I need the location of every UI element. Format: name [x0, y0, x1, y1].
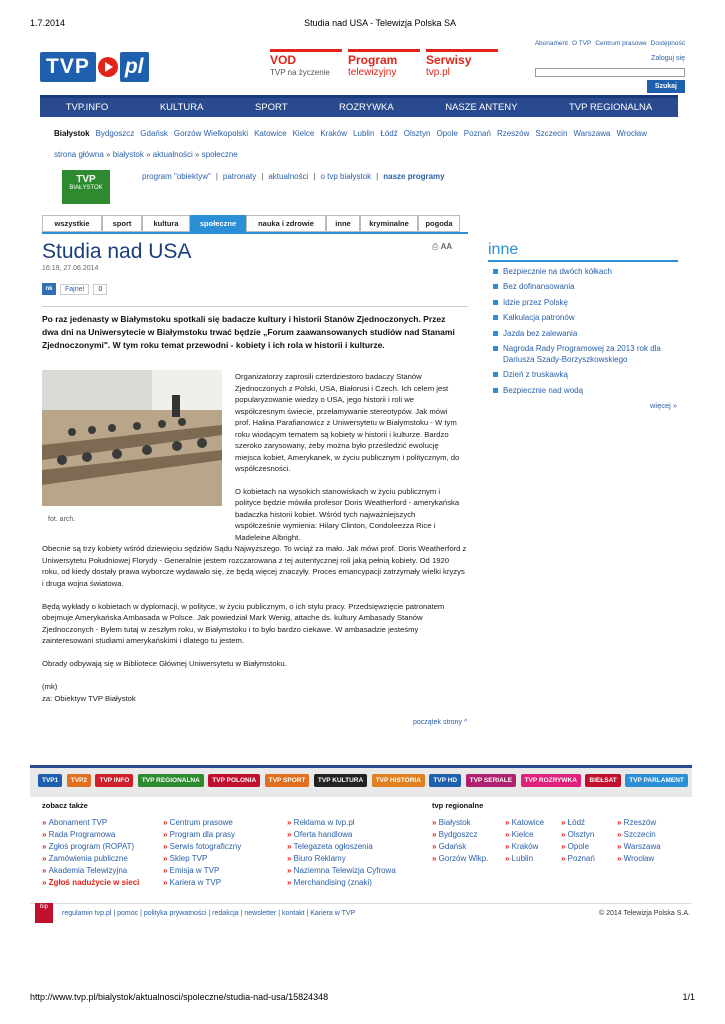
footer-link[interactable]	[287, 841, 396, 853]
breadcrumb	[54, 150, 238, 159]
city-link[interactable]: Katowice	[254, 129, 287, 138]
channel-logo[interactable]: TVP POLONIA	[208, 774, 260, 787]
footer-link[interactable]	[561, 853, 595, 865]
font-size-icon[interactable]: AA	[440, 242, 453, 251]
city-link[interactable]: Gorzów Wielkopolski	[173, 129, 249, 138]
bullet-icon	[493, 315, 498, 320]
regmenu-separator: |	[215, 172, 218, 181]
breadcrumb-spoleczne[interactable]: społeczne	[201, 150, 238, 159]
footer-link[interactable]	[561, 829, 595, 841]
footer-link[interactable]	[505, 829, 544, 841]
city-link[interactable]: Szczecin	[535, 129, 568, 138]
footer-link[interactable]	[432, 829, 488, 841]
footer-link[interactable]	[287, 865, 396, 877]
footer-link[interactable]	[42, 865, 139, 877]
footer-heading-regional: tvp regionalne	[432, 801, 484, 810]
article-source: za: Obiektyw TVP Białystok	[42, 693, 136, 703]
login-search	[535, 55, 685, 93]
breadcrumb-bialystok[interactable]: białystok	[112, 150, 144, 159]
channel-logo[interactable]: TVP ROZRYWKA	[521, 774, 581, 787]
tab-spoleczne[interactable]: społeczne	[190, 215, 246, 232]
footer-link-text[interactable]: Sklep TVP	[169, 854, 208, 863]
footer-link[interactable]	[432, 853, 488, 865]
tab-inne[interactable]: inne	[326, 215, 360, 232]
regmenu-separator: |	[313, 172, 316, 181]
footer-link-text[interactable]: Rzeszów	[623, 818, 657, 827]
sidebar-link[interactable]: Bez dofinansowania	[503, 282, 575, 292]
footer-link[interactable]	[42, 877, 139, 889]
sidebar-link[interactable]: Nagroda Rady Programowej za 2013 rok dla Dariusza Szady-Borzyszkowskiego	[503, 343, 661, 364]
footer-link-text[interactable]: Poznań	[567, 854, 595, 863]
report-abuse-link[interactable]: Zgłoś nadużycie w sieci	[48, 878, 140, 887]
article-body	[42, 543, 467, 704]
city-link[interactable]: Warszawa	[573, 129, 611, 138]
tab-kultura[interactable]: kultura	[142, 215, 190, 232]
city-link[interactable]: Lublin	[353, 129, 375, 138]
footer-link-text[interactable]: Program dla prasy	[169, 830, 236, 839]
footer-link-text[interactable]: Zamówienia publiczne	[48, 854, 128, 863]
sidebar-heading: inne	[488, 241, 678, 262]
list-item[interactable]	[493, 369, 678, 380]
bullet-icon	[493, 300, 498, 305]
footer-link-text[interactable]: Telegazeta ogłoszenia	[293, 842, 373, 851]
article-tools	[432, 242, 452, 252]
util-link-centrum-prasowe[interactable]: Centrum prasowe	[595, 40, 647, 47]
print-footer	[30, 992, 695, 1002]
channel-logo[interactable]: TVP REGIONALNA	[138, 774, 204, 787]
channel-logo[interactable]: TVP HISTORIA	[372, 774, 425, 787]
footer-link-text[interactable]: Szczecin	[623, 830, 656, 839]
footer-link[interactable]	[163, 829, 241, 841]
article-photo[interactable]	[42, 370, 222, 506]
regmenu-o-tvp[interactable]: o tvp białystok	[320, 172, 372, 181]
list-item[interactable]	[493, 385, 678, 396]
channel-logo[interactable]: TVP INFO	[95, 774, 133, 787]
regmenu-obiektyw[interactable]: program "obiektyw"	[142, 172, 211, 181]
print-url: http://www.tvp.pl/bialystok/aktualnosci/spoleczne/studia-nad-usa/15824348	[30, 992, 329, 1002]
footer-link-text[interactable]: Merchandising (znaki)	[293, 878, 372, 887]
footer-link[interactable]	[287, 829, 396, 841]
article-title: Studia nad USA	[42, 240, 192, 263]
footer-link-text[interactable]: Olsztyn	[567, 830, 595, 839]
footer-link[interactable]	[617, 841, 661, 853]
footer-heading-see-also: zobacz także	[42, 801, 88, 810]
channel-logo[interactable]: TVP2	[67, 774, 91, 787]
footer-link[interactable]	[163, 877, 241, 889]
footer-links[interactable]: regulamin tvp.pl | pomoc | polityka prywatności | redakcja | newsletter | kontakt | Kariera w TVP	[62, 910, 356, 917]
bullet-icon	[493, 346, 498, 351]
footer-link[interactable]	[163, 817, 241, 829]
regmenu-patronaty[interactable]: patronaty	[222, 172, 257, 181]
list-item[interactable]	[493, 297, 678, 308]
footer-link-text[interactable]: Łódź	[567, 818, 586, 827]
footer-link-text[interactable]: Oferta handlowa	[293, 830, 353, 839]
channel-logo[interactable]: TVP SPORT	[265, 774, 310, 787]
footer-link-text[interactable]: Katowice	[511, 818, 545, 827]
footer-link[interactable]	[617, 853, 661, 865]
print-title: Studia nad USA - Telewizja Polska SA	[304, 18, 456, 28]
article-paragraph: O kobietach na wysokich stanowiskach w życiu publicznym i polityce będzie mówiła profesor Doris Weatherford - amerykańska badaczka historii kobiet. Wśród tych najważniejszych współcześnie wymienia: Hilary Clinton, Condoleezza Rice i Madeleine Albright.	[235, 486, 460, 542]
footer-link[interactable]	[287, 877, 396, 889]
footer-link[interactable]	[561, 817, 595, 829]
promo-vod-sub: TVP na życzenie	[270, 68, 330, 77]
footer-link[interactable]	[287, 817, 396, 829]
regmenu-separator: |	[376, 172, 379, 181]
search-button[interactable]: Szukaj	[647, 80, 685, 93]
footer-link[interactable]	[505, 853, 544, 865]
bullet-icon	[493, 331, 498, 336]
footer-bar	[30, 903, 692, 923]
promo-program-title: Program	[348, 53, 398, 67]
channel-logo[interactable]: TVP HD	[429, 774, 461, 787]
print-icon[interactable]: ⎙	[432, 242, 439, 251]
bullet-icon	[493, 372, 498, 377]
print-page: 1/1	[682, 992, 695, 1002]
breadcrumb-aktualnosci[interactable]: aktualności	[152, 150, 193, 159]
footer-link-text[interactable]: Opole	[567, 842, 590, 851]
sidebar-link[interactable]: Dzień z truskawką	[503, 370, 568, 380]
utility-links	[535, 40, 685, 47]
sidebar-link[interactable]: Kalkulacja patronów	[503, 313, 575, 323]
footer-regional-col-2	[505, 817, 544, 865]
footer-link[interactable]	[432, 817, 488, 829]
footer-link-text[interactable]: Serwis fotograficzny	[169, 842, 242, 851]
tab-wszystkie[interactable]: wszystkie	[42, 215, 102, 232]
article-paragraph: Obrady odbywają się w Bibliotece Głównej Uniwersytetu w Białymstoku.	[42, 659, 287, 668]
like-count: 0	[93, 284, 107, 295]
list-item[interactable]	[493, 328, 678, 339]
footer-link-text[interactable]: Zgłoś program (ROPAT)	[48, 842, 135, 851]
util-link-abonament[interactable]: Abonament	[534, 40, 568, 47]
sidebar-link[interactable]: Idzie przez Polskę	[503, 297, 568, 307]
bullet-icon	[493, 388, 498, 393]
footer-link[interactable]	[617, 829, 661, 841]
footer-link[interactable]	[42, 841, 139, 853]
footer-link-text[interactable]: Lublin	[511, 854, 534, 863]
footer-link-text[interactable]: Abonament TVP	[48, 818, 108, 827]
breadcrumb-separator: »	[106, 150, 111, 159]
promo-vod[interactable]	[270, 49, 342, 85]
footer-link[interactable]	[561, 841, 595, 853]
city-link[interactable]: Poznań	[463, 129, 491, 138]
footer-link[interactable]	[505, 817, 544, 829]
footer-link-text[interactable]: Białystok	[438, 818, 471, 827]
list-item[interactable]	[493, 266, 678, 277]
footer-col-3	[287, 817, 396, 889]
channel-logo[interactable]: TVP1	[38, 774, 62, 787]
tab-pogoda[interactable]: pogoda	[418, 215, 460, 232]
copyright: © 2014 Telewizja Polska S.A.	[598, 910, 690, 917]
footer-link-text[interactable]: Biuro Reklamy	[293, 854, 346, 863]
article-author: (mk)	[42, 682, 58, 691]
login-link[interactable]: Zaloguj się	[651, 55, 685, 62]
like-button[interactable]: Fajne!	[60, 284, 89, 295]
print-date: 1.7.2014	[30, 18, 66, 28]
article-paragraph: Obecnie są trzy kobiety wśród dziewięciu sędziów Sądu Najwyższego. To wciąż za mało. Jak mówi prof. Doris Weatherford z Uniwersytetu Południowej Florydy - Generalnie jestem rozczarowana z tej autentycznej roli jaką pełnią kobiety. Od 1920 roku, od kiedy dostały prawa wyborcze wydawało się, że będą więcej znaczyły. Proces emancypacji zatrzymały wielki kryzys i druga wojna światowa.	[42, 544, 467, 588]
promo-serwisy[interactable]	[426, 49, 498, 85]
tab-underline	[42, 232, 468, 234]
conference-photo-image	[42, 370, 222, 506]
footer-link[interactable]	[163, 841, 241, 853]
channel-logo[interactable]: TVP SERIALE	[466, 774, 517, 787]
footer-link[interactable]	[42, 853, 139, 865]
footer-link[interactable]	[42, 829, 139, 841]
article-lead: Po raz jedenasty w Białymstoku spotkali się badacze kultury i historii Stanów Zjednoczonych. Przez dwa dni na Uniwersytecie w Białymstoku trwać będzie „Forum zaawansowanych studiów nad Stanami Zjednoczonymi". W tym roku temat przewodni - kobiety i ich rola w historii i kulturze.	[42, 314, 455, 350]
city-link[interactable]: Opole	[436, 129, 458, 138]
city-link[interactable]: Bydgoszcz	[95, 129, 135, 138]
breadcrumb-separator: »	[195, 150, 200, 159]
footer-link-text[interactable]: Gorzów Wlkp.	[438, 854, 489, 863]
breadcrumb-home[interactable]: strona główna	[54, 150, 104, 159]
footer-link[interactable]	[505, 841, 544, 853]
breadcrumb-separator: »	[146, 150, 151, 159]
city-link[interactable]: Gdańsk	[140, 129, 168, 138]
promo-program[interactable]	[348, 49, 420, 85]
reglogo-bottom: BIAŁYSTOK	[69, 185, 103, 191]
regmenu-aktualnosci[interactable]: aktualności	[268, 172, 309, 181]
sidebar-link[interactable]: Jazda bez zalewania	[503, 328, 578, 338]
city-link[interactable]: Wrocław	[616, 129, 647, 138]
article-side-text	[235, 371, 463, 554]
photo-caption: fot. arch.	[48, 516, 76, 523]
article-paragraph: Będą wykłady o kobietach w dyplomacji, w polityce, w życiu publicznym, o ich stylu pracy. Przedsięwzięcie patronatem obejmuje Amerykańska Ambasada w Polsce. Jak powiedział Mark Wenig, attache ds. kultury Ambasady Stanów Zjednoczonych - Byłem tutaj w zeszłym roku, w Białymstoku i to było bardzo ciekawe. W ambasadzie jesteśmy zainteresowani studiami amerykańskimi i dlatego tu jestem.	[42, 601, 445, 645]
sidebar-list	[493, 266, 678, 400]
footer-link-text[interactable]: Kariera w TVP	[169, 878, 222, 887]
nav-tvp-info[interactable]: TVP.INFO	[65, 102, 109, 113]
footer-link-text[interactable]: Bydgoszcz	[438, 830, 478, 839]
tvp-logo[interactable]	[40, 48, 149, 86]
regional-menu	[142, 172, 445, 181]
city-link[interactable]: Olsztyn	[403, 129, 431, 138]
article-date: 16:19, 27.06.2014	[42, 265, 99, 272]
footer-link-text[interactable]: Wrocław	[623, 854, 655, 863]
bullet-icon	[493, 284, 498, 289]
util-link-o-tvp[interactable]: O TVP	[571, 40, 592, 47]
footer-link[interactable]	[42, 817, 139, 829]
like-widget	[42, 283, 107, 295]
nav-sport[interactable]: SPORT	[254, 102, 288, 113]
footer-link-text[interactable]: Reklama w tvp.pl	[293, 818, 355, 827]
nav-tvp-regionalna[interactable]: TVP REGIONALNA	[569, 102, 653, 113]
promo-links	[270, 49, 498, 85]
channel-logo[interactable]: TVP PARLAMENT	[625, 774, 688, 787]
footer-link-text[interactable]: Centrum prasowe	[169, 818, 233, 827]
back-to-top-link[interactable]: początek strony ^	[413, 719, 468, 726]
footer-link-text[interactable]: Rada Programowa	[48, 830, 116, 839]
util-link-dostepnosc[interactable]: Dostępność	[650, 40, 685, 47]
logo-pl-text: pl	[120, 52, 149, 82]
divider	[42, 306, 468, 307]
nav-kultura[interactable]: KULTURA	[159, 102, 204, 113]
footer-link-text[interactable]: Akademia Telewizyjna	[48, 866, 128, 875]
article-paragraph: Organizatorzy zaprosili czterdziestoro badaczy Stanów Zjednoczonych z Polski, USA, Białorusi i Czech. Ich celem jest popularyzowanie wiedzy o USA, jego historii i roli we współczesnym świecie, przełamywanie stereotypów. Jak mówi prof. Halina Parafianowicz z Uniwersytetu w Białymstoku - W tym roku wiodącym tematem są kobiety w historii i kulturze. Bardzo szeroko zarysowany, żeby można było prześledzić ewolucję miejsca kobiet, Amerykanek, w życiu publicznym i politycznym, do współczesności.	[235, 372, 460, 473]
promo-vod-title: VOD	[270, 53, 297, 67]
footer-link-text[interactable]: Emisja w TVP	[169, 866, 220, 875]
footer-regional-col-3	[561, 817, 595, 865]
nav-nasze-anteny[interactable]: NASZE ANTENY	[445, 102, 518, 113]
tab-kryminalne[interactable]: kryminalne	[360, 215, 418, 232]
city-link[interactable]: Rzeszów	[496, 129, 530, 138]
promo-program-sub: telewizyjny	[348, 67, 397, 78]
channel-logo[interactable]: BIEŁSAT	[585, 774, 620, 787]
more-link[interactable]: więcej »	[650, 401, 678, 410]
footer-link[interactable]	[163, 853, 241, 865]
footer-link[interactable]	[617, 817, 661, 829]
category-tabs	[42, 215, 460, 232]
channel-logo[interactable]: TVP KULTURA	[314, 774, 367, 787]
promo-serwisy-title: Serwisy	[426, 53, 472, 67]
footer-link-text[interactable]: Warszawa	[623, 842, 661, 851]
footer-link[interactable]	[287, 853, 396, 865]
tab-sport[interactable]: sport	[102, 215, 142, 232]
city-active[interactable]: Białystok	[54, 129, 90, 138]
footer-link-text[interactable]: Kielce	[511, 830, 534, 839]
tab-nauka-i-zdrowie[interactable]: nauka i zdrowie	[246, 215, 326, 232]
footer-link-text[interactable]: Kraków	[511, 842, 539, 851]
footer-link-text[interactable]: Gdańsk	[438, 842, 467, 851]
main-nav	[40, 95, 678, 117]
list-item[interactable]	[493, 343, 678, 365]
reglogo-top: TVP	[76, 174, 96, 185]
footer-regional-col-1	[432, 817, 488, 865]
regmenu-separator: |	[261, 172, 264, 181]
footer-link-text[interactable]: Naziemna Telewizja Cyfrowa	[293, 866, 396, 875]
channel-logos	[38, 769, 688, 791]
bullet-icon	[493, 269, 498, 274]
city-link[interactable]: Łódź	[380, 129, 398, 138]
list-item[interactable]	[493, 281, 678, 292]
print-header	[30, 18, 695, 28]
footer-col-1	[42, 817, 139, 889]
footer-link[interactable]	[432, 841, 488, 853]
logo-tvp-text: TVP	[40, 52, 96, 82]
footer-link[interactable]	[163, 865, 241, 877]
bip-icon[interactable]: bip	[35, 903, 53, 923]
city-link[interactable]: Kraków	[320, 129, 348, 138]
list-item[interactable]	[493, 312, 678, 323]
footer-regional-col-4	[617, 817, 661, 865]
sidebar-link[interactable]: Bezpiecznie nad wodą	[503, 385, 584, 395]
play-arrow-icon	[98, 57, 118, 77]
promo-serwisy-sub: tvp.pl	[426, 67, 450, 78]
search-input[interactable]	[535, 68, 685, 77]
city-nav	[54, 129, 647, 138]
footer-col-2	[163, 817, 241, 889]
nav-rozrywka[interactable]: ROZRYWKA	[338, 102, 394, 113]
nk-icon[interactable]: nk	[42, 283, 56, 295]
city-link[interactable]: Kielce	[292, 129, 315, 138]
regmenu-nasze-programy[interactable]: nasze programy	[383, 172, 445, 181]
tvp-bialystok-logo[interactable]	[62, 170, 110, 204]
sidebar-link[interactable]: Bezpiecznie na dwóch kółkach	[503, 267, 612, 276]
